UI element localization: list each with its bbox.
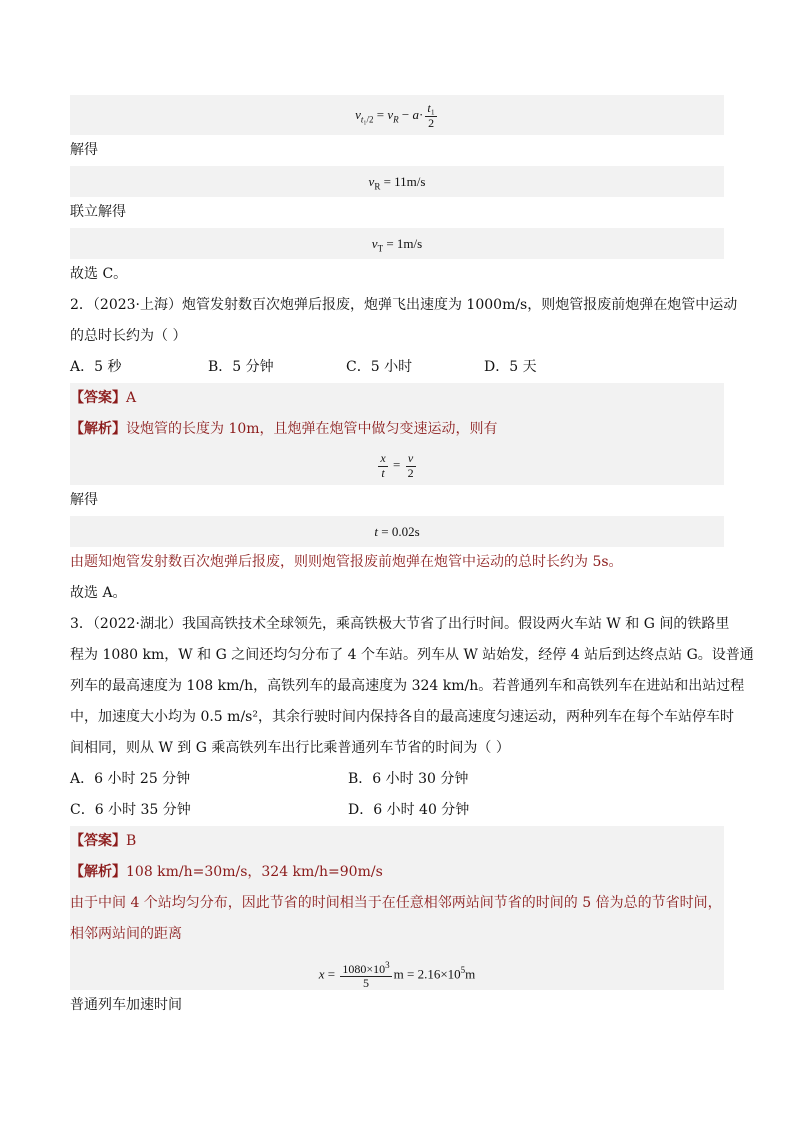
q2-equation: $\frac{x}{t}$ = $\frac{v}{2}$: [70, 445, 724, 485]
label-jiede-1: 解得: [70, 142, 98, 158]
q2-option-c: C．5 小时: [346, 359, 413, 375]
label-lianli: 联立解得: [70, 204, 126, 220]
q3-options-row-2: [70, 795, 724, 826]
formula-vT: $v_T = 1m/s$: [70, 228, 724, 259]
q2-line-2: 的总时长约为（ ）: [70, 328, 187, 344]
q2-answer: [70, 383, 724, 414]
q2-analysis-tag: 【解析】: [70, 421, 126, 437]
q3-answer: [70, 826, 724, 857]
document-body: [70, 95, 754, 1021]
q3-line-4: 中，加速度大小均为 0.5 m/s²，其余行驶时间内保持各自的最高速度匀速运动，两种列车在每个车站停车时: [70, 709, 734, 725]
q2-answer-value: A: [126, 390, 137, 406]
q3-line-2: 程为 1080 km，W 和 G 之间还均匀分布了 4 个车站。列车从 W 站始发，经停 4 站后到达终点站 G。设普通: [70, 647, 754, 663]
q3-option-d: D．6 小时 40 分钟: [348, 802, 470, 818]
q2-t-result: t = 0.02s: [70, 516, 724, 547]
q3-option-c: C．6 小时 35 分钟: [70, 802, 191, 818]
q3-answer-value: B: [126, 833, 137, 849]
q3-line-3: 列车的最高速度为 108 km/h，高铁列车的最高速度为 324 km/h。若普通列车和高铁列车在进站和出站过程: [70, 678, 745, 694]
q2-gu: 故选 A。: [70, 585, 127, 601]
q2-options: [70, 352, 724, 383]
q2-option-d: D．5 天: [484, 359, 537, 375]
formula-v-half: [70, 95, 724, 135]
q3-analysis-text: 108 km/h=30m/s，324 km/h=90m/s: [126, 864, 383, 880]
q3-last-line: 普通列车加速时间: [70, 997, 182, 1013]
q2-option-b: B．5 分钟: [208, 359, 274, 375]
q2-answer-tag: 【答案】: [70, 390, 126, 406]
q3-analysis: [70, 857, 724, 888]
formula-vR: $v_R = 11m/s$: [70, 166, 724, 197]
q3-options-row-1: [70, 764, 724, 795]
q3-equation-x: x = $\frac{1080\times 10^3}{5}$ $m = 2.16\times 10^5m$: [70, 950, 724, 990]
q2-conclusion: 由题知炮管发射数百次炮弹后报废，则则炮管报废前炮弹在炮管中运动的总时长约为 5s。: [70, 554, 623, 570]
q2-jiede: 解得: [70, 492, 98, 508]
q3-para-1: 由于中间 4 个站均匀分布，因此节省的时间相当于在任意相邻两站间节省的时间的 5 倍为总的节省时间，: [70, 888, 724, 919]
q2-line-1: 2．（2023·上海）炮管发射数百次炮弹后报废，炮弹飞出速度为 1000m/s，则炮管报废前炮弹在炮管中运动: [70, 297, 738, 313]
q3-option-a: A．6 小时 25 分钟: [70, 771, 191, 787]
q2-analysis: [70, 414, 724, 445]
q3-line-1: 3．（2022·湖北）我国高铁技术全球领先，乘高铁极大节省了出行时间。假设两火车站 W 和 G 间的铁路里: [70, 616, 730, 632]
q3-analysis-tag: 【解析】: [70, 864, 126, 880]
q3-line-5: 间相同，则从 W 到 G 乘高铁列车出行比乘普通列车节省的时间为（ ）: [70, 740, 510, 756]
q2-option-a: A．5 秒: [70, 359, 122, 375]
q3-answer-tag: 【答案】: [70, 833, 126, 849]
q2-analysis-text: 设炮管的长度为 10m，且炮弹在炮管中做匀变速运动，则有: [126, 421, 498, 437]
formula-v-half-text: $v_{t_1/2} = v_R - a\cdot$ $\frac{\text{t₁}}{2}$: [355, 101, 435, 130]
q3-para-2: 相邻两站间的距离: [70, 919, 724, 950]
q3-option-b: B．6 小时 30 分钟: [348, 771, 469, 787]
conclusion-c: 故选 C。: [70, 266, 128, 282]
